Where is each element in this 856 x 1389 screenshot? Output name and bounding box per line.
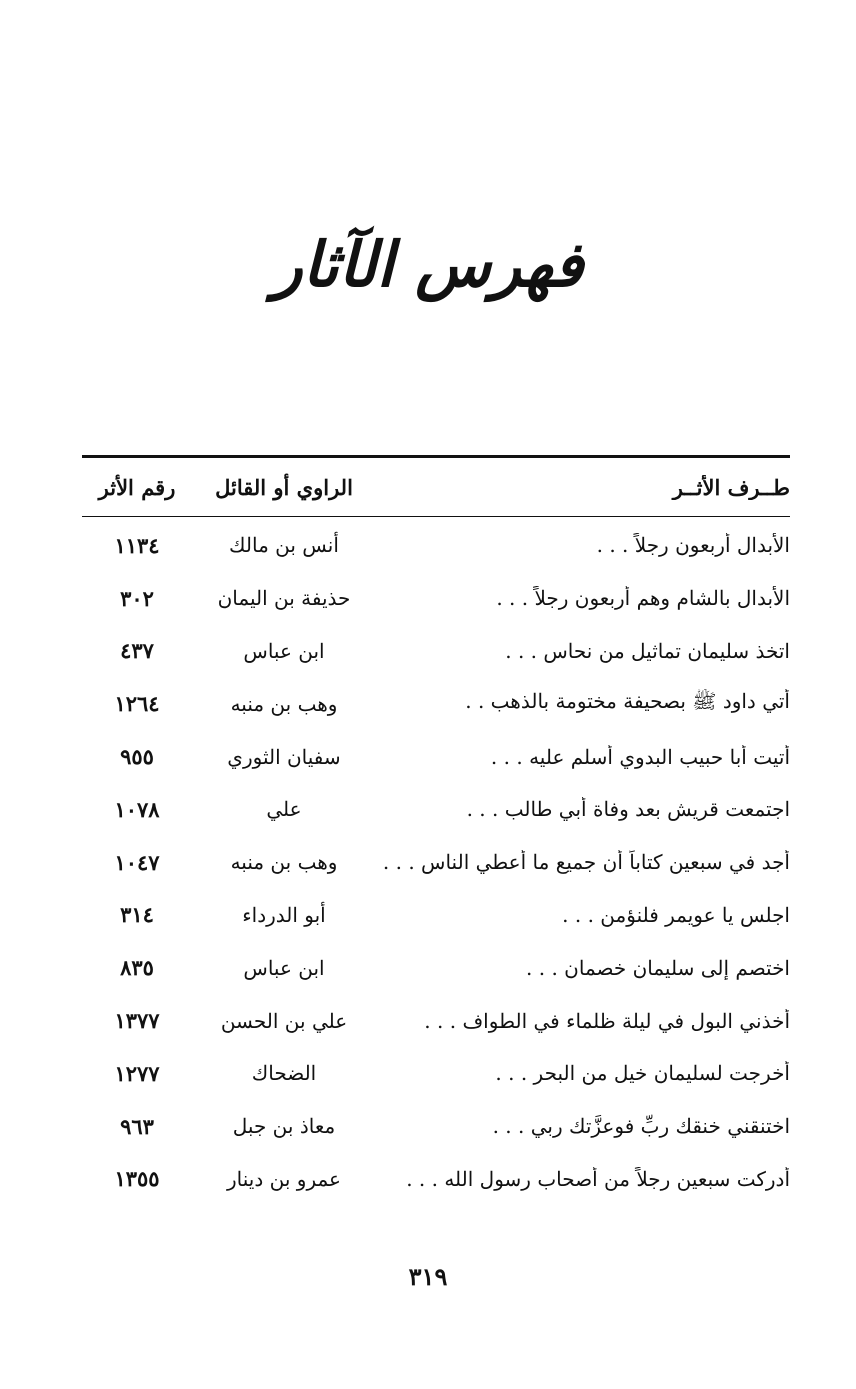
row-text: أتيت أبا حبيب البدوي أسلم عليه . . . [490,744,790,769]
index-table [82,455,790,1205]
header-number: رقم الأثر [98,474,176,500]
row-number: ٩٦٣ [120,1113,154,1139]
row-text: الأبدال أربعون رجلاً . . . [596,533,790,558]
table-row [82,677,790,730]
row-narrator: ابن عباس [243,955,325,980]
row-narrator: عمرو بن دينار [227,1166,341,1191]
header-narrator: الراوي أو القائل [215,474,353,500]
row-number: ٨٣٥ [120,955,154,981]
table-row [82,625,790,678]
table-row [82,889,790,942]
header-text: طــرف الأثــر [672,474,790,500]
row-number: ١٠٤٧ [114,849,160,875]
row-text: أدركت سبعين رجلاً من أصحاب رسول الله . . . [406,1166,790,1191]
row-text: اختصم إلى سليمان خصمان . . . [526,955,790,980]
row-narrator: علي بن الحسن [220,1008,348,1033]
row-number: ١٠٧٨ [114,796,160,822]
table-row [82,730,790,783]
table-row [82,1047,790,1100]
table-row [82,994,790,1047]
page-number: ٣١٩ [408,1262,448,1291]
row-text: اختنقني خنقك ربِّ فوعزَّتك ربي . . . [492,1114,790,1139]
row-text: اتخذ سليمان تماثيل من نحاس . . . [505,638,790,663]
row-number: ٣٠٢ [120,585,154,611]
row-narrator: أبو الدرداء [242,902,326,927]
row-narrator: الضحاك [251,1061,317,1086]
row-text: أتي داود ﷺ بصحيفة مختومة بالذهب . . [465,689,790,714]
row-narrator: ابن عباس [243,638,325,663]
row-number: ٤٣٧ [120,638,154,664]
table-row [82,1153,790,1206]
row-number: ١٣٥٥ [114,1166,160,1192]
table-body [82,517,790,1205]
table-row [82,941,790,994]
row-narrator: معاذ بن جبل [232,1114,336,1139]
row-text: اجتمعت قريش بعد وفاة أبي طالب . . . [466,797,790,822]
table-row [82,572,790,625]
row-number: ١٢٦٤ [114,691,160,717]
table-header-row [82,458,790,516]
row-text: أجد في سبعين كتاباً أن جميع ما أعطي الناس . . . [382,850,790,875]
row-text: أخذني البول في ليلة ظلماء في الطواف . . . [424,1008,790,1033]
row-narrator: أنس بن مالك [229,533,339,558]
table-row [82,1100,790,1153]
row-number: ١٣٧٧ [114,1008,160,1034]
table-row [82,783,790,836]
row-narrator: سفيان الثوري [227,744,341,769]
row-text: الأبدال بالشام وهم أربعون رجلاً . . . [496,586,790,611]
table-row [82,836,790,889]
table-row [82,519,790,572]
row-number: ٩٥٥ [120,744,154,770]
row-narrator: علي [266,797,302,822]
row-text: أخرجت لسليمان خيل من البحر . . . [495,1061,790,1086]
row-number: ٣١٤ [120,902,154,928]
row-narrator: حذيفة بن اليمان [217,586,351,611]
row-number: ١٢٧٧ [114,1060,160,1086]
row-narrator: وهب بن منبه [230,850,338,875]
page-title: فهرس الآثار [272,228,584,301]
row-narrator: وهب بن منبه [230,691,338,716]
row-number: ١١٣٤ [114,532,160,558]
row-text: اجلس يا عويمر فلنؤمن . . . [562,902,790,927]
